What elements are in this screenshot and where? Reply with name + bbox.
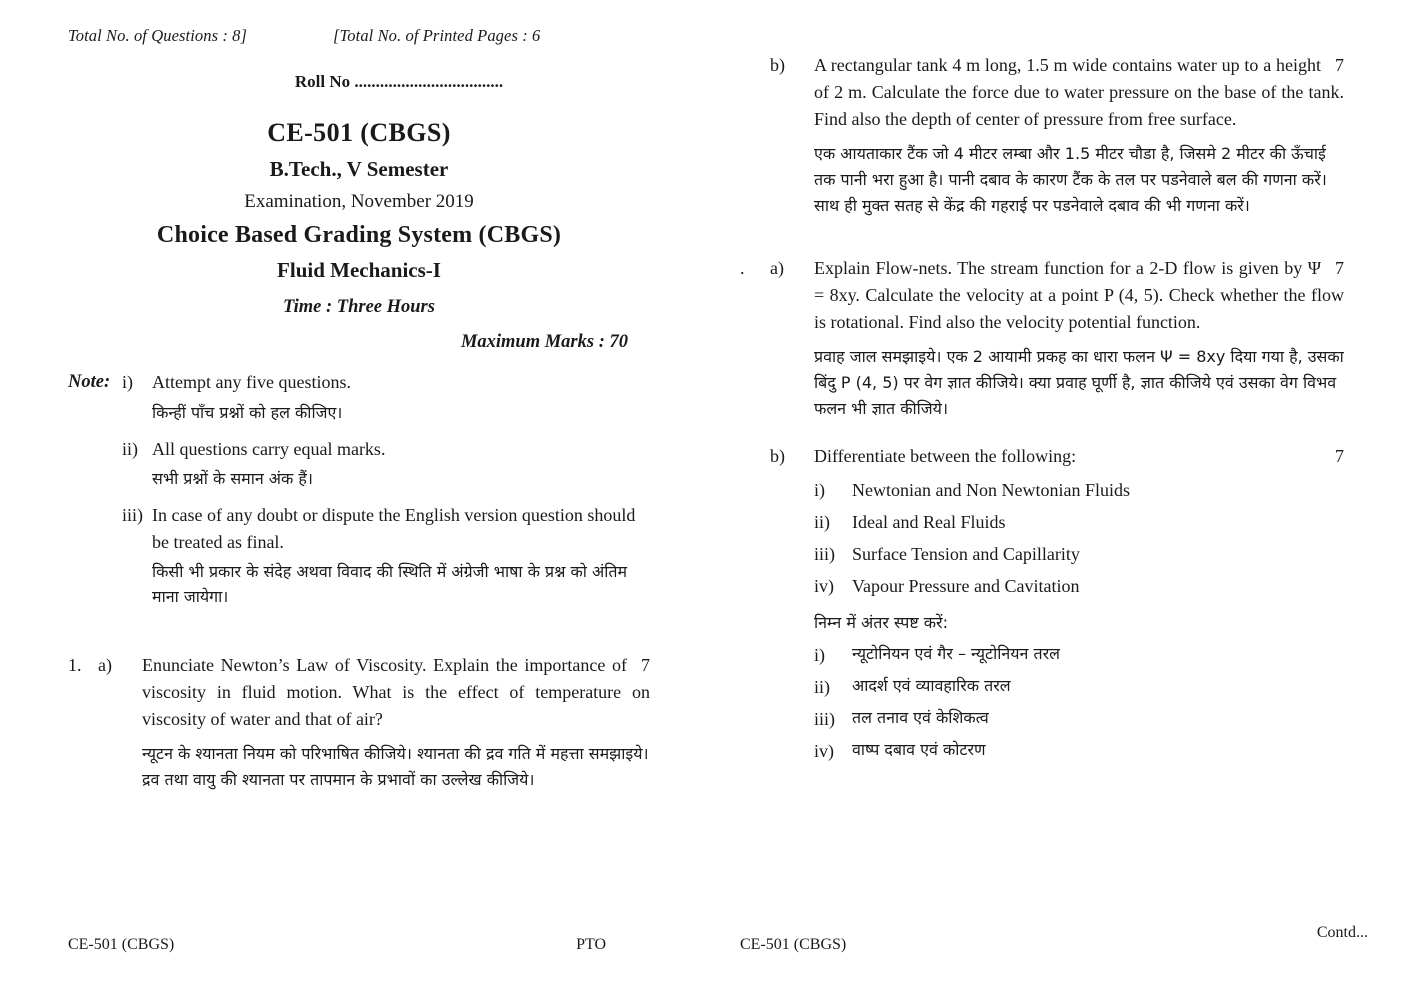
question-text-en: 7 Explain Flow-nets. The stream function for a 2-D flow is given by Ψ = 8xy. Calculate the velocity at a point P (4, 5). Check whether the flow is rotational. Find also the velocity potential function. — [814, 255, 1344, 336]
question-text-en: 7 A rectangular tank 4 m long, 1.5 m wide contains water up to a height of 2 m. Calculate the force due to water pressure on the base of the tank. Find also the depth of center of pressure from free surface. — [814, 52, 1344, 133]
list-item-number: i) — [814, 480, 825, 501]
differentiate-list-en — [814, 477, 1344, 600]
header-row — [68, 26, 650, 46]
paper-time: Time : Three Hours — [283, 297, 435, 317]
note-text-hi: किन्हीं पाँच प्रश्नों को हल कीजिए। — [152, 402, 343, 422]
differentiate-heading-hi: निम्न में अंतर स्पष्ट करें: — [814, 613, 948, 633]
paper-max-marks: Maximum Marks : 70 — [460, 332, 628, 352]
note-number: iii) — [122, 504, 143, 525]
footer-pto: PTO — [576, 936, 606, 953]
list-item-text: Vapour Pressure and Cavitation — [852, 576, 1080, 597]
note-number: ii) — [122, 438, 138, 459]
paper-branch: B.Tech., V Semester — [269, 157, 449, 181]
note-item — [68, 502, 650, 556]
question-1b — [740, 52, 1344, 219]
list-item-text: Newtonian and Non Newtonian Fluids — [852, 480, 1130, 501]
list-item-number: iii) — [814, 544, 835, 565]
list-item-text: आदर्श एवं व्यावहारिक तरल — [852, 676, 1011, 696]
footer-left — [68, 936, 606, 954]
question-text-hi: प्रवाह जाल समझाइये। एक 2 आयामी प्रकह का धारा फलन Ψ = 8xy दिया गया है, उसका बिंदु P (4, 5) पर वेग ज्ञात कीजिये। क्या प्रवाह घूर्णी है, ज्ञात कीजिये एवं उसका वेग विभव फलन भी ज्ञात कीजिये। — [814, 346, 1344, 418]
list-item-number: iv) — [814, 576, 834, 597]
question-marks: 7 — [641, 655, 650, 676]
note-label: Note: — [68, 372, 111, 392]
list-item-number: i) — [814, 645, 825, 666]
list-item-text: Ideal and Real Fluids — [852, 512, 1006, 533]
note-item-hindi — [68, 559, 650, 611]
note-block — [68, 369, 650, 610]
note-item-hindi — [68, 400, 650, 426]
list-item — [814, 642, 1344, 669]
question-subpart: a) — [98, 655, 112, 676]
note-text-en: All questions carry equal marks. — [152, 438, 386, 459]
question-text-hi: एक आयताकार टैंक जो 4 मीटर लम्बा और 1.5 मीटर चौडा है, जिसमे 2 मीटर की ऊँचाई तक पानी भरा हुआ है। पानी दबाव के कारण टैंक के तल पर पडनेवाले बल की गणना करें। साथ ही मुक्त सतह से केंद्र की गहराई पर पडनेवाले दबाव की भी गणना करें। — [814, 144, 1327, 215]
list-item-number: iv) — [814, 741, 834, 762]
list-item-number: ii) — [814, 512, 830, 533]
roll-no-field: Roll No ................................... — [294, 72, 504, 91]
question-number: . — [740, 257, 745, 278]
list-item — [814, 509, 1344, 536]
question-text-hi: न्यूटन के श्यानता नियम को परिभाषित कीजिये। श्यानता की द्रव गति में महत्ता समझाइये। द्रव तथा वायु की श्यानता पर तापमान के प्रभावों का उल्लेख कीजिये। — [142, 744, 649, 790]
note-item — [68, 369, 650, 397]
question-subpart: b) — [770, 55, 785, 75]
question-marks: 7 — [1335, 55, 1344, 75]
question-subpart: b) — [770, 446, 785, 467]
list-item — [814, 477, 1344, 504]
total-questions-label: Total No. of Questions : 8] — [68, 26, 248, 45]
list-item — [814, 573, 1344, 600]
footer-right — [740, 924, 1368, 954]
footer-contd: Contd... — [1316, 924, 1368, 941]
footer-paper-code: CE-501 (CBGS) — [68, 936, 175, 953]
note-number: i) — [122, 372, 133, 392]
paper-code: CE-501 (CBGS) — [267, 118, 451, 147]
question-1a — [68, 652, 650, 793]
note-item-hindi — [68, 466, 650, 492]
question-marks: 7 — [1335, 446, 1344, 467]
list-item-text: वाष्प दबाव एवं कोटरण — [852, 740, 986, 760]
note-text-en: Attempt any five questions. — [152, 372, 351, 392]
total-pages-label: [Total No. of Printed Pages : 6 — [333, 26, 541, 45]
differentiate-list-hi — [814, 642, 1344, 765]
question-number — [740, 52, 770, 219]
list-item — [814, 706, 1344, 733]
question-2a — [740, 255, 1344, 422]
list-item — [814, 738, 1344, 765]
question-number: 1. — [68, 655, 82, 676]
page-right — [702, 0, 1404, 992]
paper-scheme: Choice Based Grading System (CBGS) — [156, 222, 562, 248]
differentiate-heading-en: Differentiate between the following: 7 — [814, 443, 1344, 470]
note-text-hi: सभी प्रश्नों के समान अंक हैं। — [152, 468, 313, 488]
note-text-hi: किसी भी प्रकार के संदेह अथवा विवाद की स्थिति में अंग्रेजी भाषा के प्रश्न को अंतिम माना जायेगा। — [152, 561, 628, 607]
paper-exam-session: Examination, November 2019 — [244, 191, 474, 212]
list-item — [814, 674, 1344, 701]
note-item — [68, 436, 650, 463]
list-item-number: iii) — [814, 709, 835, 730]
list-item-text: Surface Tension and Capillarity — [852, 544, 1080, 565]
question-marks: 7 — [1335, 257, 1344, 278]
question-2b — [740, 443, 1344, 765]
footer-paper-code: CE-501 (CBGS) — [740, 936, 847, 953]
paper-subject: Fluid Mechanics-I — [277, 258, 441, 282]
question-text-en: 7 Enunciate Newton’s Law of Viscosity. Explain the importance of viscosity in fluid motion. What is the effect of temperature on viscosity of water and that of air? — [142, 652, 650, 733]
note-text-en: In case of any doubt or dispute the English version question should be treated as final. — [152, 504, 636, 552]
title-block — [68, 118, 650, 353]
list-item — [814, 541, 1344, 568]
list-item-text: तल तनाव एवं केशिकत्व — [852, 708, 989, 728]
list-item-number: ii) — [814, 677, 830, 698]
list-item-text: न्यूटोनियन एवं गैर – न्यूटोनियन तरल — [852, 644, 1061, 664]
question-subpart: a) — [770, 257, 784, 278]
